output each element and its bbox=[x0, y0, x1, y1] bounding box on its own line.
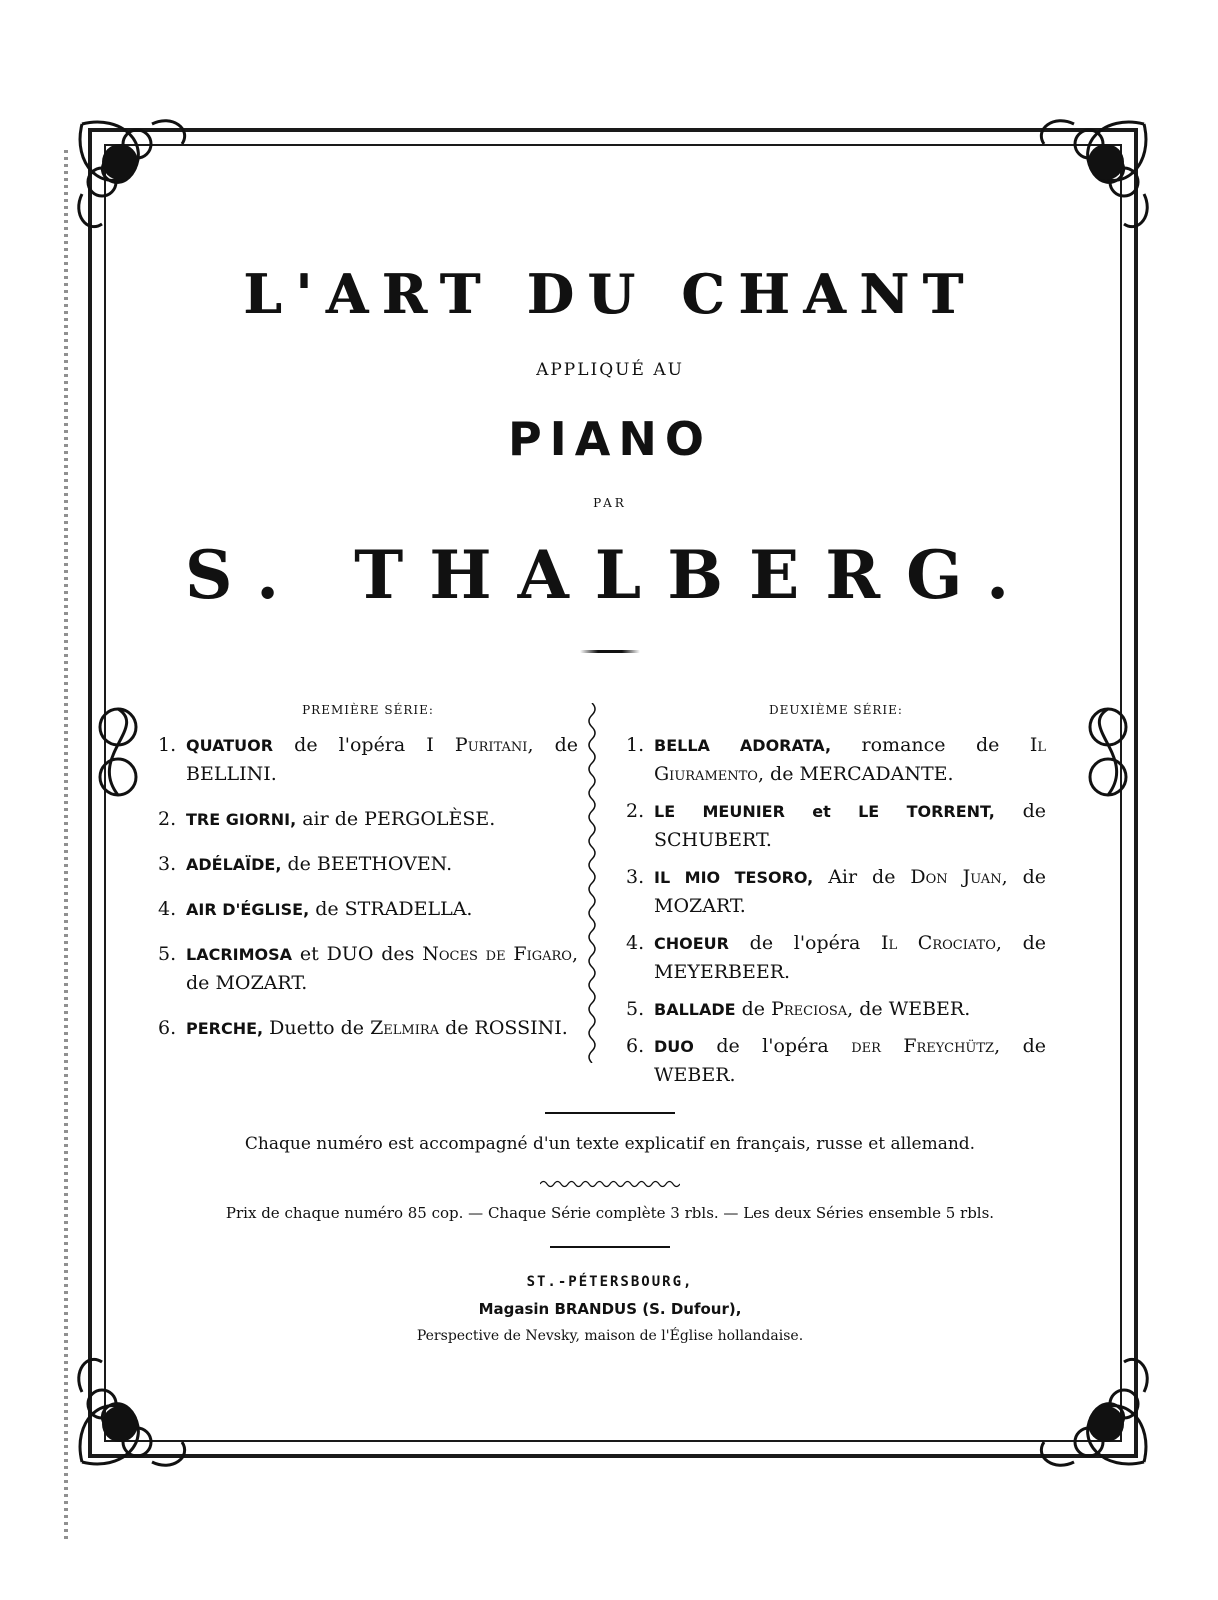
item-text bbox=[186, 731, 578, 789]
item-text bbox=[654, 731, 1046, 789]
subtitle: APPLIQUÉ AU bbox=[536, 360, 684, 380]
item-text bbox=[654, 863, 1046, 921]
item-number: 4. bbox=[626, 932, 645, 954]
item-title: ADÉLAÏDE, bbox=[186, 855, 282, 874]
item-title: BELLA ADORATA, bbox=[654, 736, 832, 755]
wavy-rule-icon bbox=[540, 1174, 680, 1184]
publisher-address: Perspective de Nevsky, maison de l'Église hollandaise. bbox=[416, 1328, 804, 1344]
corner-ornament-icon bbox=[1014, 1332, 1164, 1482]
item-text bbox=[186, 895, 578, 924]
item-number: 5. bbox=[158, 943, 177, 965]
list-item bbox=[626, 797, 1046, 855]
list-item bbox=[158, 731, 578, 789]
wavy-divider-icon bbox=[584, 703, 600, 1098]
list-item bbox=[158, 805, 578, 834]
item-title: PERCHE, bbox=[186, 1019, 264, 1038]
language-note: Chaque numéro est accompagné d'un texte explicatif en français, russe et allemand. bbox=[244, 1134, 976, 1154]
publisher-city: ST.-PÉTERSBOURG, bbox=[526, 1274, 694, 1290]
item-detail: et DUO des bbox=[292, 943, 423, 965]
series-heading: PREMIÈRE SÉRIE: bbox=[302, 703, 434, 717]
item-number: 3. bbox=[626, 866, 645, 888]
item-text bbox=[654, 797, 1046, 855]
item-detail: Duetto de bbox=[263, 1017, 371, 1039]
series-left bbox=[140, 703, 578, 1098]
list-item bbox=[158, 940, 578, 998]
side-scroll-ornament-icon bbox=[1068, 692, 1148, 812]
item-title: QUATUOR bbox=[186, 736, 274, 755]
item-detail: de BEETHOVEN. bbox=[281, 853, 453, 875]
item-opera: der Freychütz bbox=[851, 1035, 995, 1057]
item-text bbox=[186, 805, 578, 834]
list-item bbox=[626, 731, 1046, 789]
item-detail: de STRADELLA. bbox=[309, 898, 473, 920]
list-item bbox=[158, 895, 578, 924]
composer-name: S. THALBERG. bbox=[184, 536, 1036, 614]
item-opera: Il Crociato bbox=[880, 932, 996, 954]
work-title: L'ART DU CHANT bbox=[243, 262, 977, 326]
item-number: 5. bbox=[626, 998, 645, 1020]
item-title: DUO bbox=[654, 1037, 694, 1056]
item-title: TRE GIORNI, bbox=[186, 810, 297, 829]
publisher-name: Magasin BRANDUS (S. Dufour), bbox=[478, 1300, 742, 1318]
series-lists bbox=[140, 703, 1080, 1098]
list-item bbox=[626, 863, 1046, 921]
item-detail: de bbox=[735, 998, 772, 1020]
item-composer: , de MERCADANTE. bbox=[757, 763, 954, 785]
divider-rule bbox=[545, 1112, 675, 1114]
item-detail: de l'opéra bbox=[693, 1035, 852, 1057]
series-heading: DEUXIÈME SÉRIE: bbox=[769, 703, 903, 717]
item-composer: , de MEYERBEER. bbox=[654, 932, 1046, 983]
series-right bbox=[606, 703, 1046, 1098]
item-detail: Air de bbox=[813, 866, 911, 888]
item-title: LACRIMOSA bbox=[186, 945, 293, 964]
item-composer: , de WEBER. bbox=[654, 1035, 1046, 1086]
price-line: Prix de chaque numéro 85 cop. — Chaque Série complète 3 rbls. — Les deux Séries ensemble 5 rbls. bbox=[225, 1204, 995, 1222]
item-composer: , de MOZART. bbox=[654, 866, 1046, 917]
item-text bbox=[654, 1032, 1046, 1090]
item-composer: , de MOZART. bbox=[186, 943, 578, 994]
list-item bbox=[626, 995, 1046, 1024]
item-composer: , de BELLINI. bbox=[186, 734, 578, 785]
item-opera: Zelmira bbox=[370, 1017, 440, 1039]
item-text bbox=[186, 850, 578, 879]
item-number: 4. bbox=[158, 898, 177, 920]
item-number: 2. bbox=[158, 808, 177, 830]
item-detail: de l'opéra I bbox=[273, 734, 455, 756]
item-text bbox=[186, 940, 578, 998]
item-text bbox=[654, 995, 1046, 1024]
decorative-rule bbox=[580, 650, 640, 653]
item-number: 3. bbox=[158, 853, 177, 875]
by-label: PAR bbox=[593, 496, 627, 510]
item-detail: romance de bbox=[831, 734, 1030, 756]
list-item bbox=[158, 850, 578, 879]
item-number: 6. bbox=[158, 1017, 177, 1039]
list-item bbox=[626, 929, 1046, 987]
list-item bbox=[626, 1032, 1046, 1090]
divider-rule bbox=[550, 1246, 670, 1248]
item-opera: Don Juan bbox=[910, 866, 1002, 888]
item-title: CHOEUR bbox=[654, 934, 729, 953]
item-opera: Noces de Figaro bbox=[422, 943, 572, 965]
item-detail: de SCHUBERT. bbox=[654, 800, 1047, 851]
item-title: BALLADE bbox=[654, 1000, 736, 1019]
corner-ornament-icon bbox=[62, 1332, 212, 1482]
item-opera: Il Giuramento bbox=[654, 734, 1047, 785]
item-title: AIR D'ÉGLISE, bbox=[186, 900, 310, 919]
title-page-content bbox=[140, 228, 1080, 1344]
item-text bbox=[186, 1014, 578, 1043]
item-number: 1. bbox=[626, 734, 645, 756]
item-number: 1. bbox=[158, 734, 177, 756]
item-number: 2. bbox=[626, 800, 645, 822]
item-opera: Puritani bbox=[454, 734, 528, 756]
list-item bbox=[158, 1014, 578, 1043]
instrument-title: PIANO bbox=[507, 412, 713, 466]
item-detail: air de PERGOLÈSE. bbox=[296, 808, 496, 830]
item-title: IL MIO TESORO, bbox=[654, 868, 814, 887]
item-composer: de ROSSINI. bbox=[439, 1017, 568, 1039]
item-opera: Preciosa bbox=[771, 998, 848, 1020]
item-composer: , de WEBER. bbox=[847, 998, 971, 1020]
item-detail: de l'opéra bbox=[728, 932, 881, 954]
item-text bbox=[654, 929, 1046, 987]
item-number: 6. bbox=[626, 1035, 645, 1057]
item-title: LE MEUNIER et LE TORRENT, bbox=[654, 802, 995, 821]
